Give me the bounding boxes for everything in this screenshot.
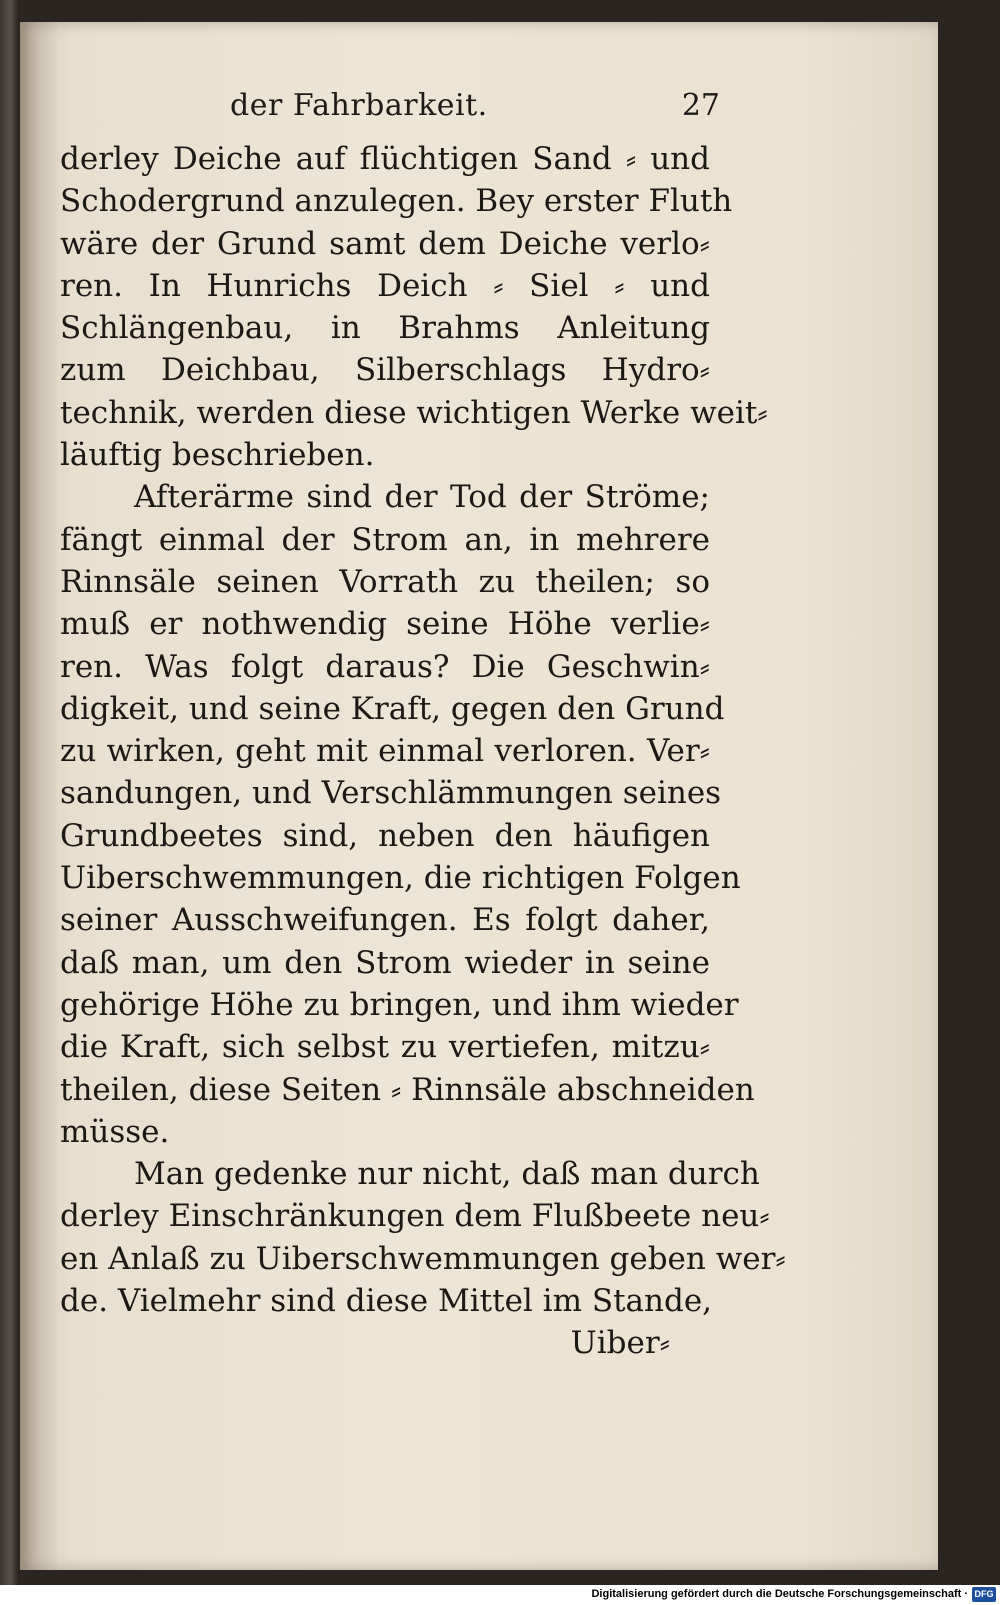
text-line: Schodergrund anzulegen. Bey erster Fluth: [60, 183, 733, 220]
page-gutter-shadow: [20, 22, 60, 1570]
text-line: Rinnsäle seinen Vorrath zu theilen; so: [60, 563, 710, 600]
paragraph-start: Afterärme sind der Tod der Ströme;: [134, 479, 710, 516]
text-line: ren. Was folgt daraus? Die Geschwin⸗: [60, 648, 710, 685]
text-line: die Kraft, sich selbst zu vertiefen, mitzu⸗: [60, 1029, 710, 1066]
body-text: [60, 138, 786, 1365]
running-title: der Fahrbarkeit.: [230, 88, 488, 123]
text-line: zum Deichbau, Silberschlags Hydro⸗: [60, 352, 710, 389]
text-line: müsse.: [60, 1113, 170, 1150]
page-number: 27: [681, 88, 720, 123]
text-line: läuftig beschrieben.: [60, 437, 375, 474]
text-line: sandungen, und Verschlämmungen seines: [60, 775, 722, 812]
funding-note: Digitalisierung gefördert durch die Deutsche Forschungsgemeinschaft ·: [591, 1588, 968, 1600]
text-line: ren. In Hunrichs Deich ⸗ Siel ⸗ und: [60, 267, 710, 304]
digitization-footer: [0, 1585, 1000, 1605]
text-line: derley Einschränkungen dem Flußbeete neu⸗: [60, 1198, 770, 1235]
paragraph-start: Man gedenke nur nicht, daß man durch: [134, 1156, 760, 1193]
text-line: en Anlaß zu Uiberschwemmungen geben wer⸗: [60, 1240, 786, 1277]
catchword: Uiber⸗: [570, 1325, 670, 1362]
text-line: digkeit, und seine Kraft, gegen den Grund: [60, 690, 725, 727]
page-header: [230, 88, 720, 132]
text-line: seiner Ausschweifungen. Es folgt daher,: [60, 902, 710, 939]
text-line: de. Vielmehr sind diese Mittel im Stande,: [60, 1283, 713, 1320]
text-line: derley Deiche auf flüchtigen Sand ⸗ und: [60, 141, 710, 177]
text-line: theilen, diese Seiten ⸗ Rinnsäle abschneiden: [60, 1071, 755, 1108]
text-line: gehörige Höhe zu bringen, und ihm wieder: [60, 986, 739, 1023]
book-cover-edge: [0, 0, 18, 1585]
text-line: muß er nothwendig seine Höhe verlie⸗: [60, 606, 710, 643]
text-line: zu wirken, geht mit einmal verloren. Ver⸗: [60, 733, 710, 770]
dfg-logo: DFG: [972, 1587, 996, 1602]
text-line: Schlängenbau, in Brahms Anleitung: [60, 310, 710, 347]
text-line: fängt einmal der Strom an, in mehrere: [60, 521, 710, 558]
text-line: Uiberschwemmungen, die richtigen Folgen: [60, 860, 741, 897]
text-line: Grundbeetes sind, neben den häufigen: [60, 817, 710, 854]
text-line: technik, werden diese wichtigen Werke weit⸗: [60, 394, 768, 431]
text-line: wäre der Grund samt dem Deiche verlo⸗: [60, 225, 710, 262]
text-line: daß man, um den Strom wieder in seine: [60, 944, 710, 981]
